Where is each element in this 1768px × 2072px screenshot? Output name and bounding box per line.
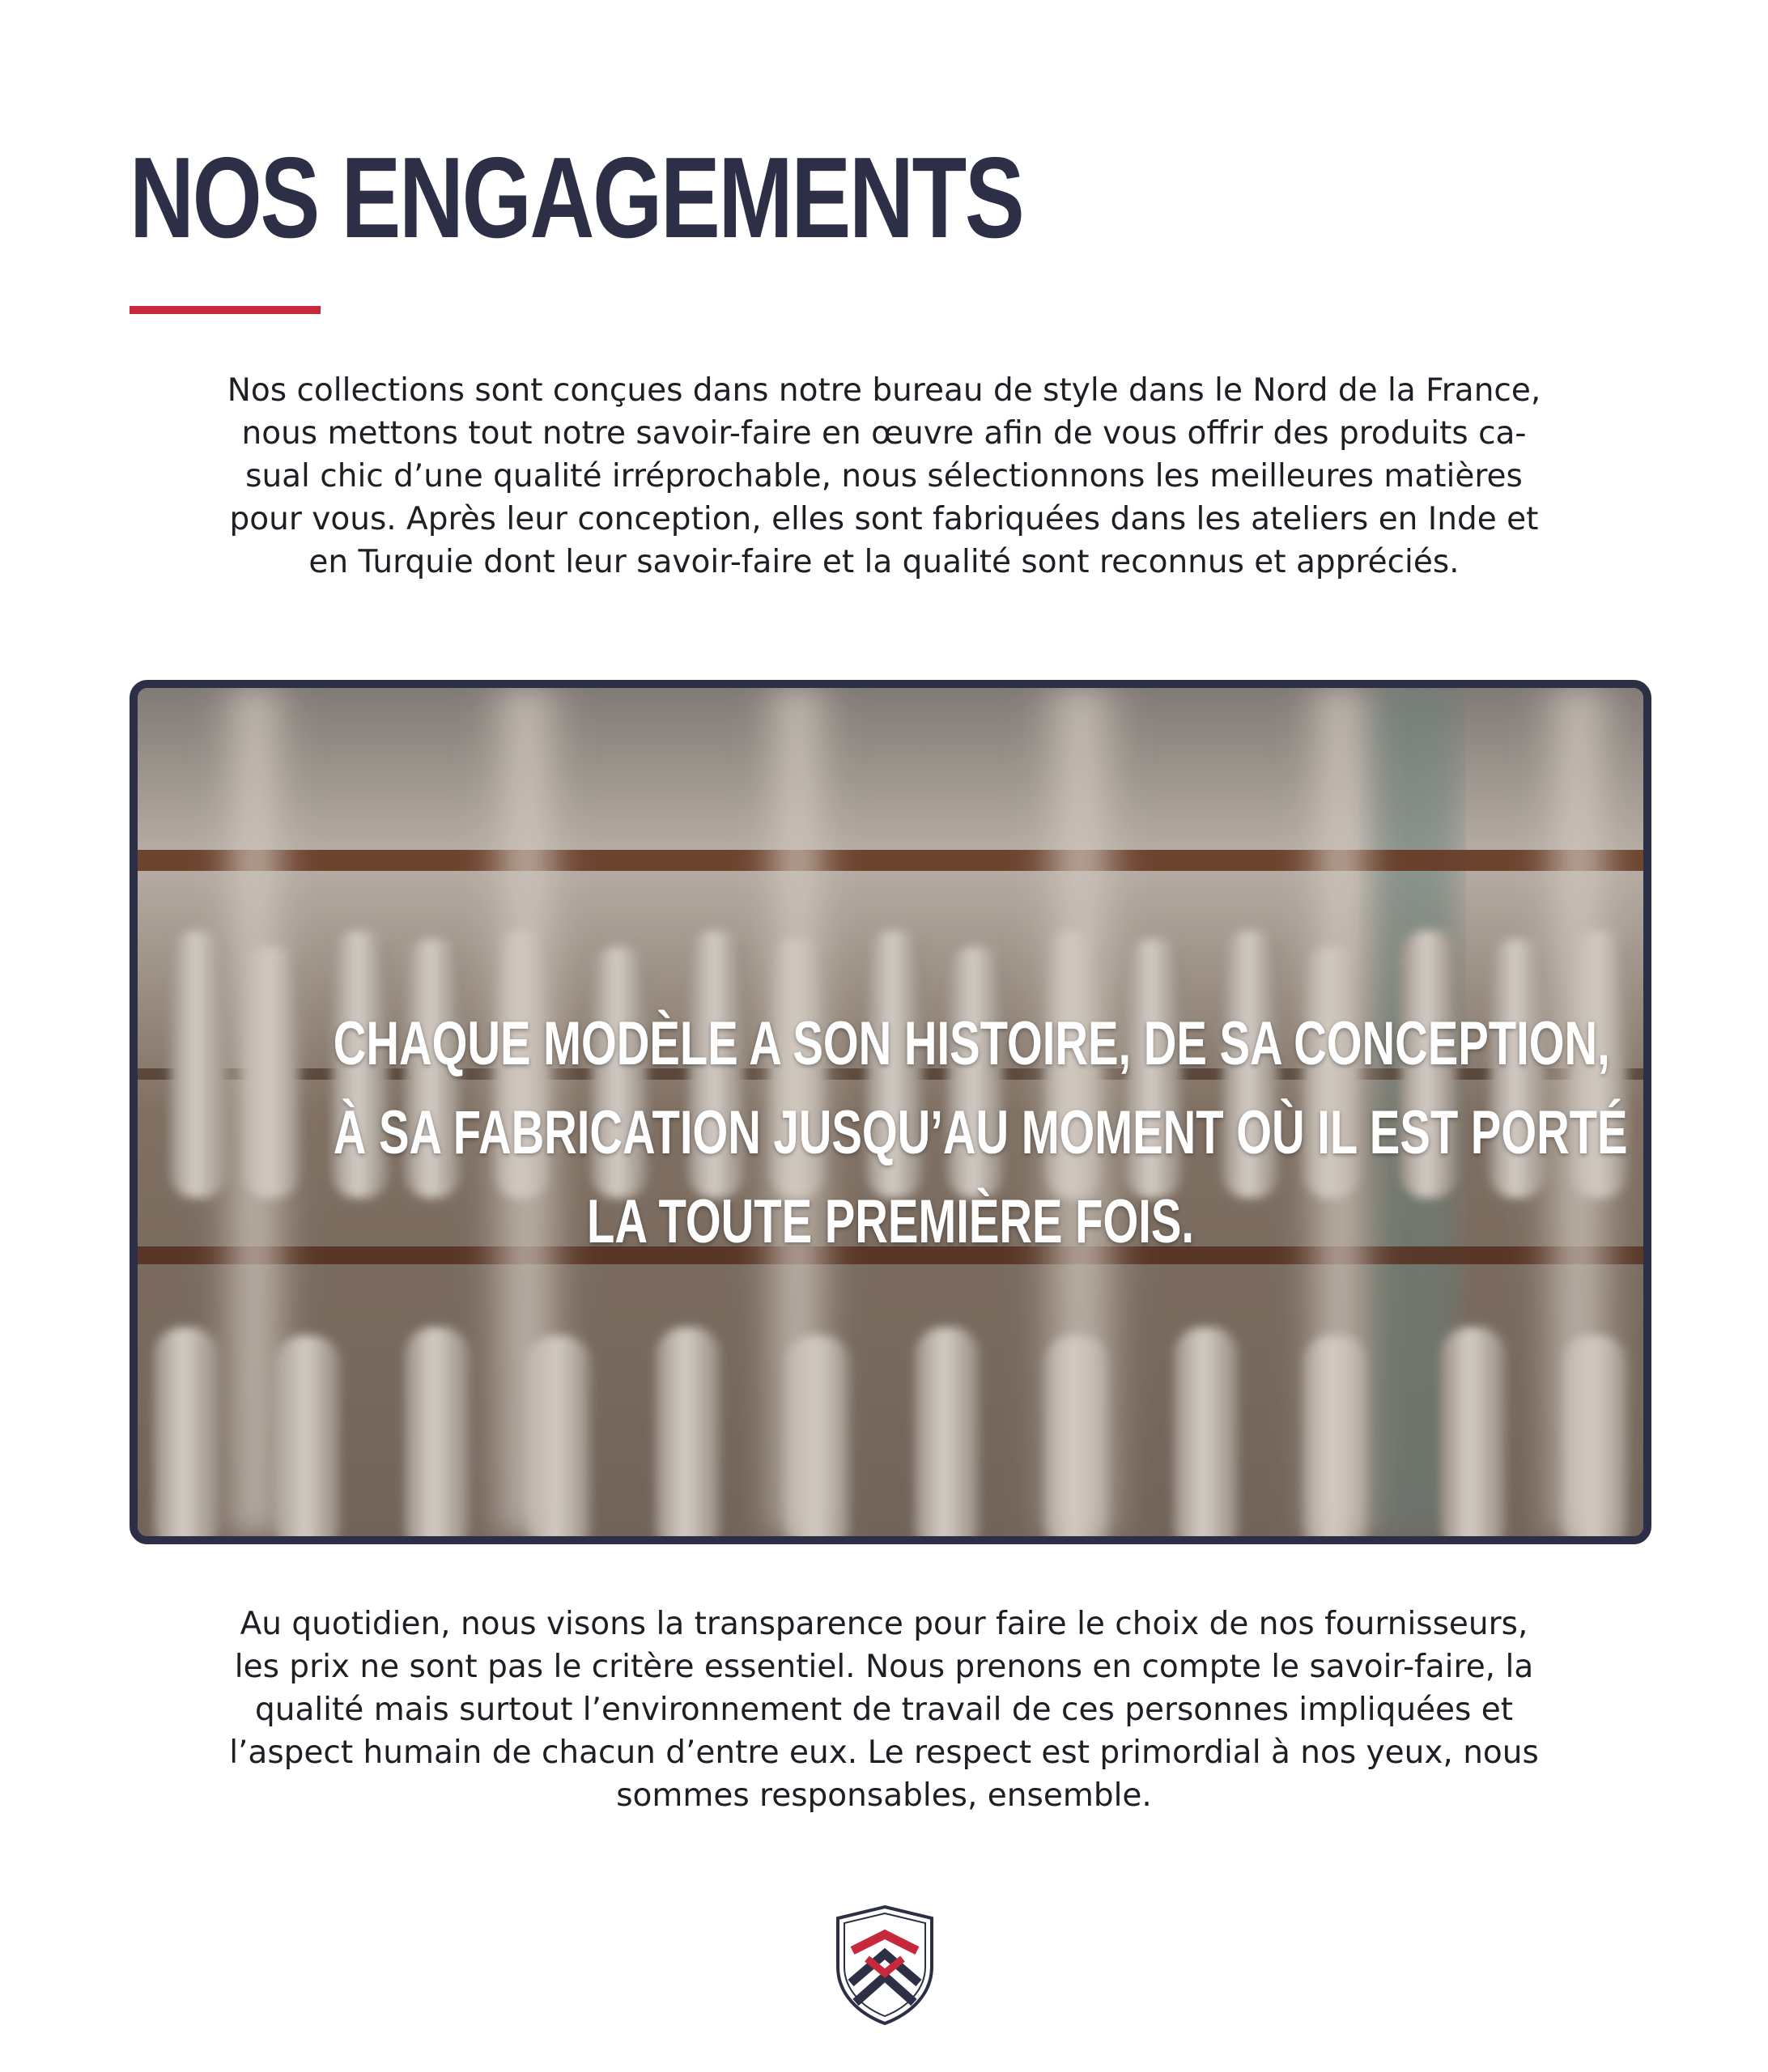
intro-line: sual chic d’une qualité irréprochable, nous sélectionnons les meilleures matières: [245, 458, 1523, 495]
quote-line: CHAQUE MODÈLE A SON HISTOIRE, DE SA CONCEPTION,: [333, 1009, 1610, 1078]
quote-line: À SA FABRICATION JUSQU’AU MOMENT OÙ IL EST PORTÉ: [333, 1098, 1628, 1167]
closing-line: les prix ne sont pas le critère essentiel. Nous prenons en compte le savoir-faire, la: [234, 1649, 1534, 1685]
spool-photo: [130, 680, 1651, 1544]
intro-paragraph: [138, 369, 1630, 584]
intro-line: Nos collections sont conçues dans notre bureau de style dans le Nord de la France,: [227, 372, 1541, 409]
closing-line: l’aspect humain de chacun d’entre eux. Le respect est primordial à nos yeux, nous: [229, 1734, 1539, 1771]
shield-crest-icon: [831, 1904, 938, 2027]
quote-line: LA TOUTE PREMIÈRE FOIS.: [587, 1187, 1194, 1256]
intro-line: nous mettons tout notre savoir-faire en œuvre afin de vous offrir des produits ca-: [241, 415, 1527, 452]
photo-quote: [138, 1000, 1643, 1267]
closing-line: Au quotidien, nous visons la transparence pour faire le choix de nos fournisseurs,: [240, 1606, 1528, 1642]
closing-line: sommes responsables, ensemble.: [616, 1777, 1152, 1814]
closing-paragraph: [138, 1603, 1630, 1817]
intro-line: en Turquie dont leur savoir-faire et la qualité sont reconnus et appréciés.: [308, 544, 1460, 580]
intro-line: pour vous. Après leur conception, elles sont fabriquées dans les ateliers en Inde et: [229, 501, 1539, 537]
closing-line: qualité mais surtout l’environnement de travail de ces personnes impliquées et: [254, 1692, 1514, 1728]
title-underline: [130, 306, 321, 314]
page-title: NOS ENGAGEMENTS: [130, 134, 1023, 262]
brand-logo: [831, 1904, 938, 2027]
